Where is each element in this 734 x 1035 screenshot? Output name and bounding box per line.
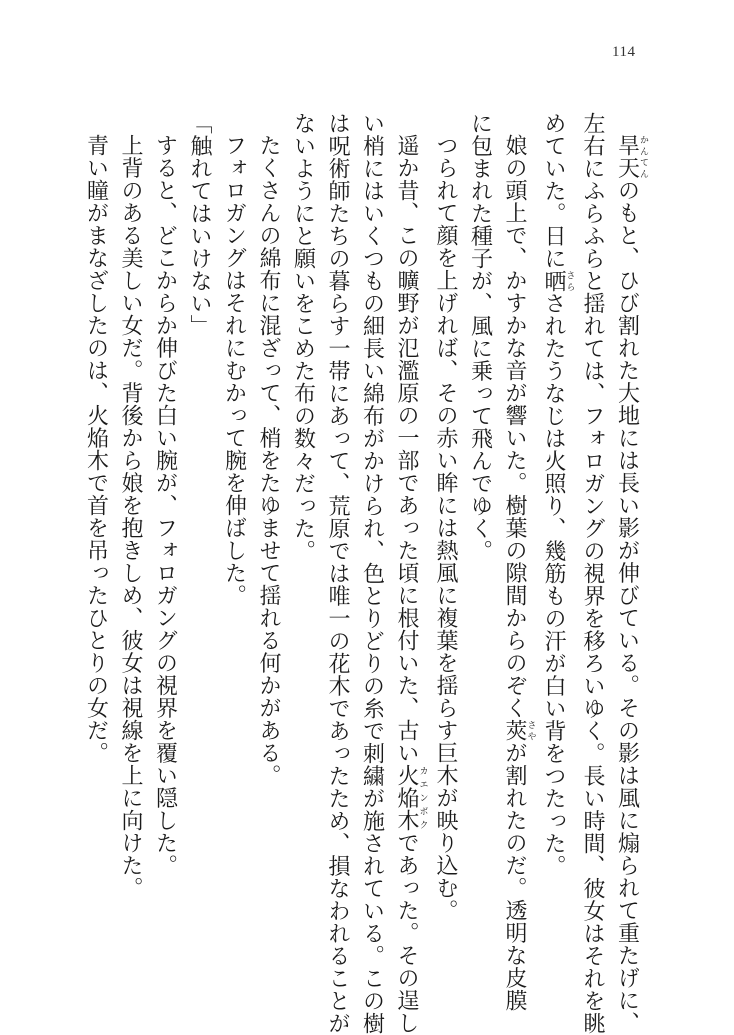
ruby-annotation — [394, 764, 428, 832]
text-line — [354, 112, 389, 1035]
line-text: つられて顔を上げれば、その赤い眸には熱風に複葉を揺らす巨木が映り込む。 — [433, 134, 458, 922]
text-line — [462, 112, 497, 972]
line-text: ないようにと願いをこめた布の数々だった。 — [290, 112, 316, 562]
text-line — [497, 112, 536, 1012]
line-text: 左右にふらふらと揺れては、フォロガングの視界を移ろいゆく。長い時間、彼女はそれを眺 — [580, 112, 605, 1035]
line-text: は呪術師たちの暮らす一帯にあって、荒原では唯一の花木であったため、損なわれることが — [325, 112, 350, 1035]
text-line — [320, 112, 355, 1035]
text-line — [78, 112, 113, 972]
line-text: されたうなじは火照り、幾筋もの汗が白い背をつたった。 — [541, 292, 566, 877]
line-text: 「触れてはいけない」 — [187, 112, 212, 337]
line-text: 上背のある美しい女だ。背後から娘を抱きしめ、彼女は視線を上に向けた。 — [118, 134, 143, 899]
text-line — [609, 112, 648, 1034]
text-line — [428, 112, 463, 972]
line-text: フォロガングはそれにむかって腕を伸ばした。 — [221, 134, 247, 607]
line-text: たくさんの綿布に混ざって、梢をたゆませて揺れる何かがある。 — [256, 134, 281, 787]
body-text — [83, 112, 648, 1035]
text-line — [389, 112, 428, 1034]
line-text: すると、どこからか伸びた白い腕が、フォロガングの視界を覆い隠した。 — [152, 134, 178, 877]
line-text: に包まれた種子が、風に乗って飛んでゆく。 — [467, 112, 493, 562]
line-text: のもと、ひび割れた大地には長い影が伸びている。その影は風に煽られて重たげに、 — [614, 179, 640, 1034]
ruby-base: 莢 — [502, 719, 527, 742]
page-number: 114 — [612, 44, 636, 60]
text-line — [113, 112, 148, 972]
ruby-annotation — [614, 134, 648, 179]
ruby-base: 旱天 — [614, 134, 640, 179]
line-text: 娘の頭上で、かすかな音が響いた。樹葉の隙間からのぞく — [502, 134, 527, 719]
ruby-reading: かんてん — [638, 134, 648, 179]
text-line — [575, 112, 610, 1035]
text-line — [216, 112, 251, 972]
line-text: が割れたのだ。透明な皮膜 — [502, 741, 527, 1012]
text-line — [536, 112, 575, 972]
line-text: 青い瞳がまなざしたのは、火焔木で首を吊ったひとりの女だ。 — [83, 134, 109, 764]
text-line — [147, 112, 182, 972]
ruby-reading: さら — [564, 269, 575, 292]
line-text: い梢にはいくつもの細長い綿布がかけられ、色とりどりの糸で刺繍が施されている。この樹 — [359, 112, 385, 1035]
ruby-annotation — [541, 269, 575, 293]
line-text: 遥か昔、この曠野が氾濫原の一部であった頃に根付いた、古い — [394, 134, 419, 764]
ruby-reading: カエンボク — [417, 764, 428, 832]
line-text: めていた。日に — [541, 112, 566, 270]
ruby-base: 晒 — [541, 269, 566, 292]
ruby-base: 火焔木 — [394, 764, 419, 832]
text-line — [251, 112, 286, 972]
line-text: であった。その逞し — [394, 831, 419, 1034]
ruby-annotation — [502, 719, 536, 742]
text-line — [182, 112, 217, 972]
text-line — [285, 112, 320, 972]
ruby-reading: さや — [525, 719, 536, 742]
